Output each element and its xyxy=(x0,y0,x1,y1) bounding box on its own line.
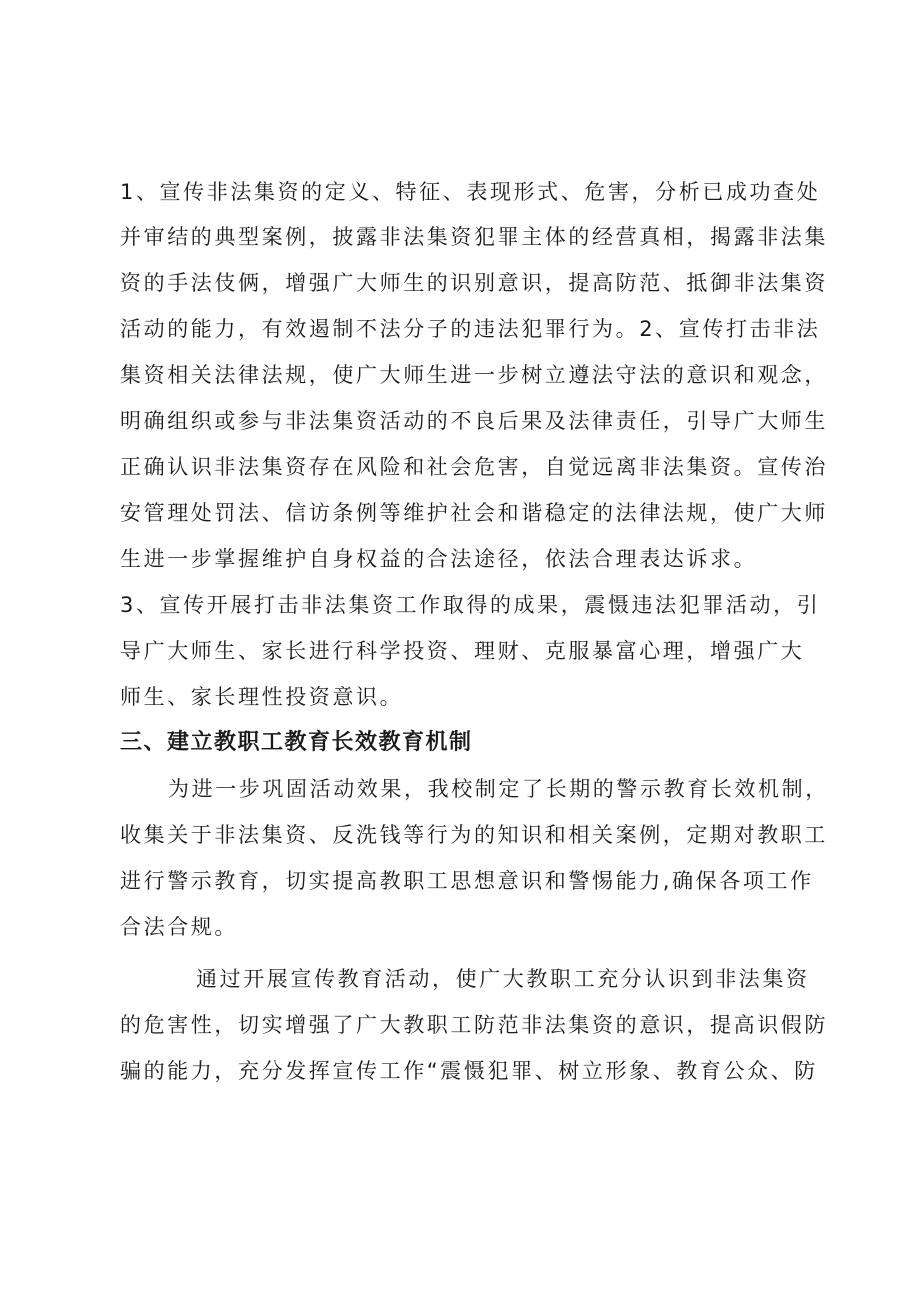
item-1-line-2: 并审结的典型案例，披露非法集资犯罪主体的经营真相，揭露非法集 xyxy=(120,225,828,249)
conclusion-line-3: 骗的能力，充分发挥宣传工作“震慑犯罪、树立形象、教育公众、防 xyxy=(120,1059,818,1083)
item-1-line-4: 活动的能力，有效遏制不法分子的违法犯罪行为。2、宣传打击非法 xyxy=(120,317,821,341)
item-1-line-6: 明确组织或参与非法集资活动的不良后果及法律责任，引导广大师生 xyxy=(120,409,828,433)
conclusion-line-2: 的危害性，切实增强了广大教职工防范非法集资的意识，提高识假防 xyxy=(120,1013,828,1037)
mechanism-line-3: 进行警示教育，切实提高教职工思想意识和警惕能力,确保各项工作 xyxy=(120,869,814,893)
item-1-line-3: 资的手法伎俩，增强广大师生的识别意识，提高防范、抵御非法集资 xyxy=(120,271,828,295)
item-1-line-9: 生进一步掌握维护自身权益的合法途径，依法合理表达诉求。 xyxy=(120,547,758,571)
item-3-line-3: 师生、家长理性投资意识。 xyxy=(120,685,404,709)
mechanism-line-1: 为进一步巩固活动效果，我校制定了长期的警示教育长效机制， xyxy=(168,777,829,801)
item-3-line-2: 导广大师生、家长进行科学投资、理财、克服暴富心理，增强广大 xyxy=(120,639,805,663)
item-1-line-7: 正确认识非法集资存在风险和社会危害，自觉远离非法集资。宣传治 xyxy=(120,455,828,479)
mechanism-line-2: 收集关于非法集资、反洗钱等行为的知识和相关案例，定期对教职工 xyxy=(120,823,828,847)
conclusion-line-1: 通过开展宣传教育活动，使广大教职工充分认识到非法集资 xyxy=(196,967,810,991)
item-1-line-5: 集资相关法律法规，使广大师生进一步树立遵法守法的意识和观念， xyxy=(120,363,828,387)
section-heading: 三、建立教职工教育长效教育机制 xyxy=(120,730,473,755)
item-1-line-8: 安管理处罚法、信访条例等维护社会和谐稳定的法律法规，使广大师 xyxy=(120,501,828,525)
item-1-line-1: 1、宣传非法集资的定义、特征、表现形式、危害，分析已成功查处 xyxy=(120,180,821,204)
item-3-line-1: 3、宣传开展打击非法集资工作取得的成果，震慑违法犯罪活动，引 xyxy=(120,593,821,617)
mechanism-line-4: 合法合规。 xyxy=(120,915,238,939)
